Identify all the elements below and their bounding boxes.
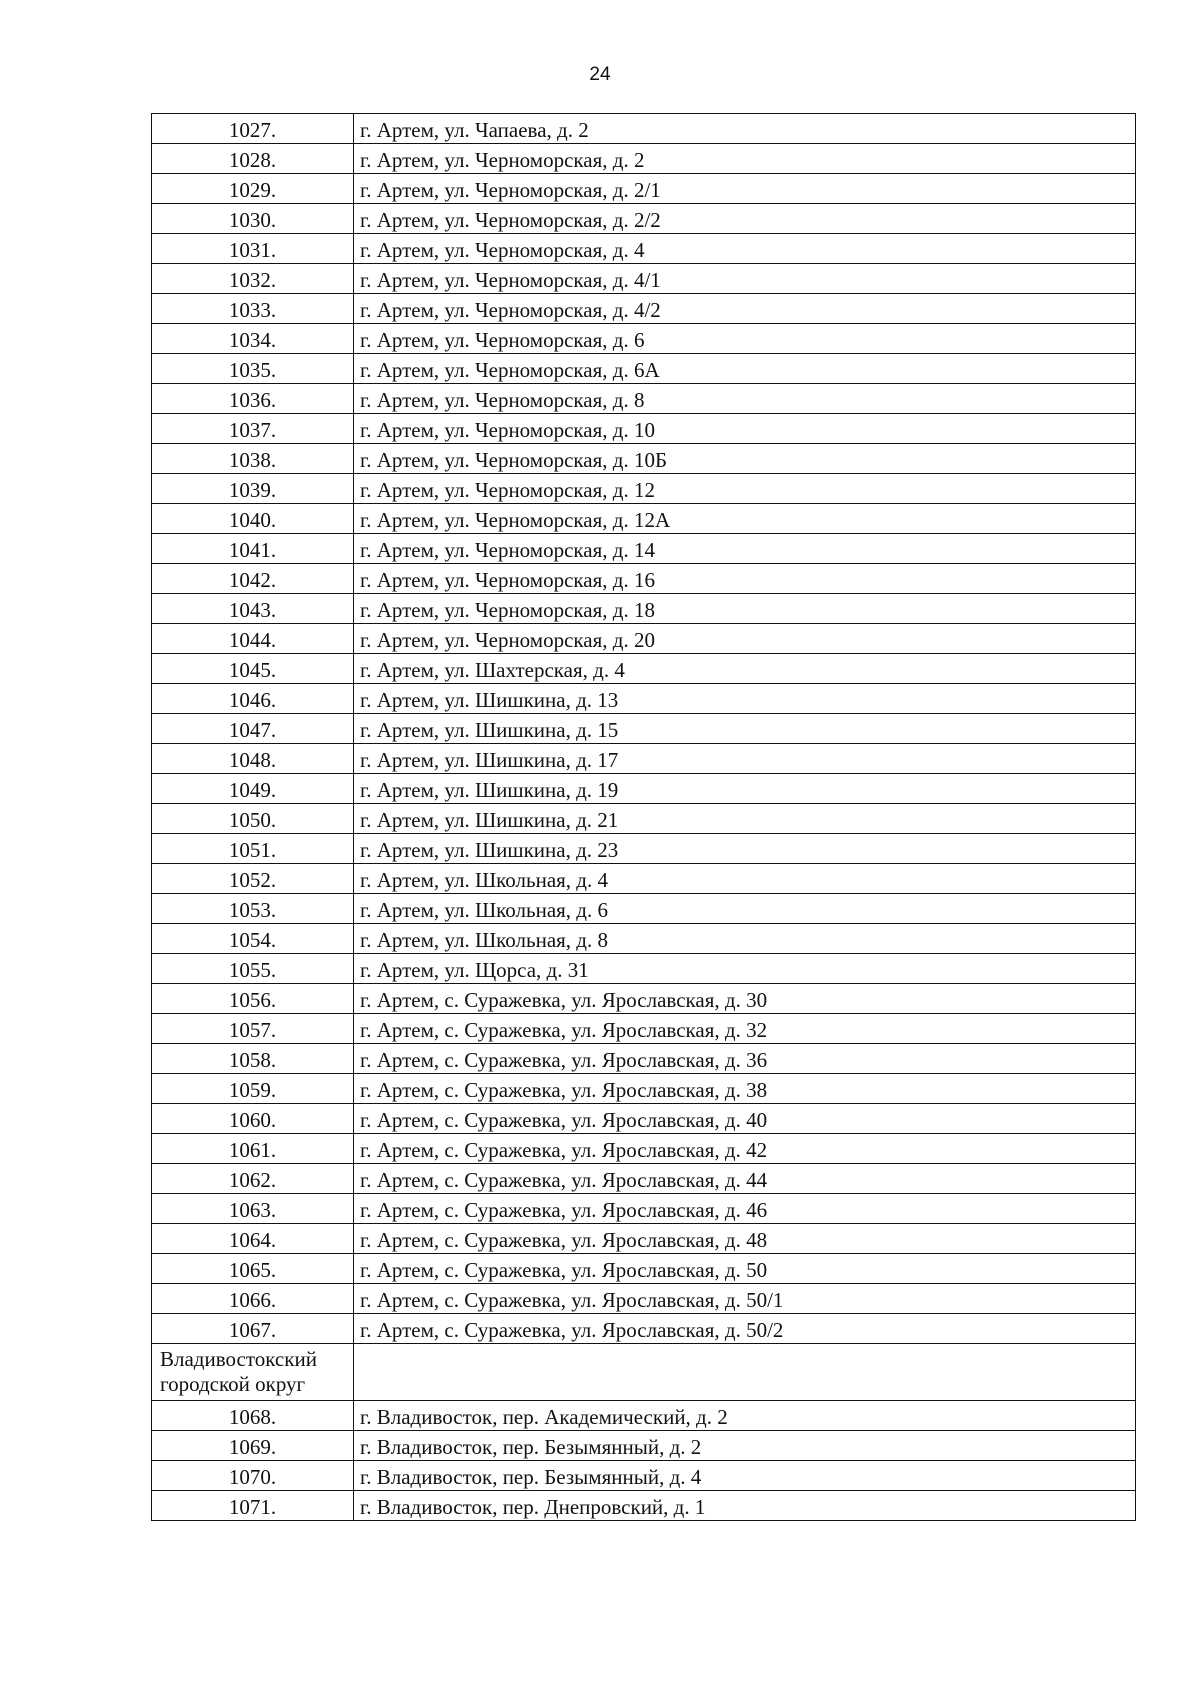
row-number: 1052. [152,864,354,894]
row-number: 1038. [152,444,354,474]
row-address: г. Артем, ул. Школьная, д. 6 [354,894,1136,924]
table-row [152,804,1136,834]
row-address: г. Владивосток, пер. Безымянный, д. 4 [354,1461,1136,1491]
row-number: 1033. [152,294,354,324]
row-number: 1057. [152,1014,354,1044]
row-number: 1069. [152,1431,354,1461]
row-number: 1067. [152,1314,354,1344]
table-row [152,924,1136,954]
row-address: г. Артем, ул. Щорса, д. 31 [354,954,1136,984]
row-address: г. Владивосток, пер. Днепровский, д. 1 [354,1491,1136,1521]
table-row [152,114,1136,144]
table-row [152,564,1136,594]
row-address: г. Артем, ул. Черноморская, д. 16 [354,564,1136,594]
row-address: г. Артем, ул. Черноморская, д. 18 [354,594,1136,624]
table-row [152,324,1136,354]
row-address: г. Артем, ул. Чапаева, д. 2 [354,114,1136,144]
row-number: 1056. [152,984,354,1014]
row-address: г. Артем, с. Суражевка, ул. Ярославская, д. 50/1 [354,1284,1136,1314]
row-number: 1049. [152,774,354,804]
row-number: 1027. [152,114,354,144]
table-row [152,444,1136,474]
table-row [152,414,1136,444]
table-row [152,144,1136,174]
row-address: г. Артем, ул. Черноморская, д. 20 [354,624,1136,654]
section-row [152,1344,1136,1401]
row-address: г. Артем, ул. Черноморская, д. 12А [354,504,1136,534]
row-address: г. Артем, ул. Школьная, д. 8 [354,924,1136,954]
row-address: г. Артем, ул. Шишкина, д. 19 [354,774,1136,804]
row-address: г. Артем, ул. Черноморская, д. 10 [354,414,1136,444]
row-address: г. Артем, ул. Черноморская, д. 8 [354,384,1136,414]
row-address: г. Артем, ул. Черноморская, д. 10Б [354,444,1136,474]
row-address: г. Артем, с. Суражевка, ул. Ярославская, д. 30 [354,984,1136,1014]
table-row [152,1254,1136,1284]
table-row [152,1491,1136,1521]
row-address: г. Артем, ул. Шишкина, д. 17 [354,744,1136,774]
table-row [152,294,1136,324]
row-address: г. Артем, с. Суражевка, ул. Ярославская, д. 50 [354,1254,1136,1284]
table-row [152,1134,1136,1164]
table-row [152,1014,1136,1044]
row-number: 1043. [152,594,354,624]
row-address: г. Артем, ул. Шишкина, д. 23 [354,834,1136,864]
row-number: 1040. [152,504,354,534]
section-label-line-2: городской округ [160,1372,306,1396]
row-address: г. Артем, с. Суражевка, ул. Ярославская, д. 46 [354,1194,1136,1224]
address-table [151,113,1136,1521]
row-number: 1037. [152,414,354,444]
row-number: 1068. [152,1401,354,1431]
row-address: г. Артем, ул. Черноморская, д. 4 [354,234,1136,264]
row-address: г. Артем, с. Суражевка, ул. Ярославская, д. 44 [354,1164,1136,1194]
row-number: 1050. [152,804,354,834]
row-number: 1035. [152,354,354,384]
table-row [152,234,1136,264]
table-row [152,1224,1136,1254]
table-row [152,1164,1136,1194]
table-row [152,264,1136,294]
row-address: г. Артем, ул. Черноморская, д. 6А [354,354,1136,384]
address-rows-artem [152,114,1136,1344]
section-label [152,1344,354,1401]
table-row [152,684,1136,714]
table-row [152,1284,1136,1314]
row-number: 1071. [152,1491,354,1521]
row-address: г. Артем, ул. Черноморская, д. 4/2 [354,294,1136,324]
row-number: 1061. [152,1134,354,1164]
row-number: 1028. [152,144,354,174]
table-row [152,1461,1136,1491]
table-row [152,834,1136,864]
table-row [152,204,1136,234]
table-row [152,1401,1136,1431]
table-row [152,714,1136,744]
row-address: г. Артем, с. Суражевка, ул. Ярославская, д. 50/2 [354,1314,1136,1344]
row-number: 1065. [152,1254,354,1284]
table-row [152,654,1136,684]
section-group [152,1344,1136,1401]
row-number: 1032. [152,264,354,294]
table-row [152,744,1136,774]
table-row [152,504,1136,534]
row-number: 1044. [152,624,354,654]
row-address: г. Владивосток, пер. Безымянный, д. 2 [354,1431,1136,1461]
row-number: 1042. [152,564,354,594]
row-address: г. Артем, ул. Шишкина, д. 21 [354,804,1136,834]
row-address: г. Артем, ул. Черноморская, д. 2/1 [354,174,1136,204]
row-address: г. Артем, ул. Черноморская, д. 4/1 [354,264,1136,294]
row-address: г. Артем, ул. Черноморская, д. 6 [354,324,1136,354]
table-row [152,1104,1136,1134]
row-number: 1046. [152,684,354,714]
row-number: 1047. [152,714,354,744]
row-number: 1041. [152,534,354,564]
row-number: 1066. [152,1284,354,1314]
row-number: 1030. [152,204,354,234]
section-label-line-1: Владивостокский [160,1347,317,1371]
table-row [152,954,1136,984]
table-row [152,384,1136,414]
row-address: г. Артем, с. Суражевка, ул. Ярославская, д. 48 [354,1224,1136,1254]
page-number: 24 [589,64,611,85]
table-row [152,1044,1136,1074]
row-number: 1051. [152,834,354,864]
row-address: г. Артем, с. Суражевка, ул. Ярославская, д. 40 [354,1104,1136,1134]
row-number: 1058. [152,1044,354,1074]
row-number: 1054. [152,924,354,954]
row-address: г. Артем, ул. Черноморская, д. 12 [354,474,1136,504]
row-address: г. Артем, с. Суражевка, ул. Ярославская, д. 42 [354,1134,1136,1164]
row-number: 1029. [152,174,354,204]
row-address: г. Владивосток, пер. Академический, д. 2 [354,1401,1136,1431]
address-rows-vladivostok [152,1401,1136,1521]
row-number: 1055. [152,954,354,984]
table-row [152,894,1136,924]
table-row [152,1431,1136,1461]
row-number: 1064. [152,1224,354,1254]
table-row [152,864,1136,894]
table-row [152,1074,1136,1104]
table-row [152,474,1136,504]
row-number: 1070. [152,1461,354,1491]
row-address: г. Артем, ул. Шишкина, д. 13 [354,684,1136,714]
table-row [152,1314,1136,1344]
section-empty-cell [354,1344,1136,1401]
table-row [152,1194,1136,1224]
row-number: 1062. [152,1164,354,1194]
table-row [152,534,1136,564]
row-number: 1060. [152,1104,354,1134]
row-number: 1045. [152,654,354,684]
row-address: г. Артем, ул. Черноморская, д. 2 [354,144,1136,174]
row-number: 1031. [152,234,354,264]
row-number: 1034. [152,324,354,354]
table-row [152,174,1136,204]
row-number: 1039. [152,474,354,504]
row-number: 1059. [152,1074,354,1104]
row-number: 1036. [152,384,354,414]
row-number: 1063. [152,1194,354,1224]
row-number: 1048. [152,744,354,774]
row-address: г. Артем, ул. Черноморская, д. 14 [354,534,1136,564]
row-address: г. Артем, с. Суражевка, ул. Ярославская, д. 36 [354,1044,1136,1074]
row-address: г. Артем, ул. Школьная, д. 4 [354,864,1136,894]
table-row [152,774,1136,804]
table-row [152,624,1136,654]
table-row [152,594,1136,624]
row-number: 1053. [152,894,354,924]
table-row [152,984,1136,1014]
table-row [152,354,1136,384]
row-address: г. Артем, ул. Шахтерская, д. 4 [354,654,1136,684]
row-address: г. Артем, с. Суражевка, ул. Ярославская, д. 32 [354,1014,1136,1044]
row-address: г. Артем, ул. Шишкина, д. 15 [354,714,1136,744]
row-address: г. Артем, ул. Черноморская, д. 2/2 [354,204,1136,234]
row-address: г. Артем, с. Суражевка, ул. Ярославская, д. 38 [354,1074,1136,1104]
